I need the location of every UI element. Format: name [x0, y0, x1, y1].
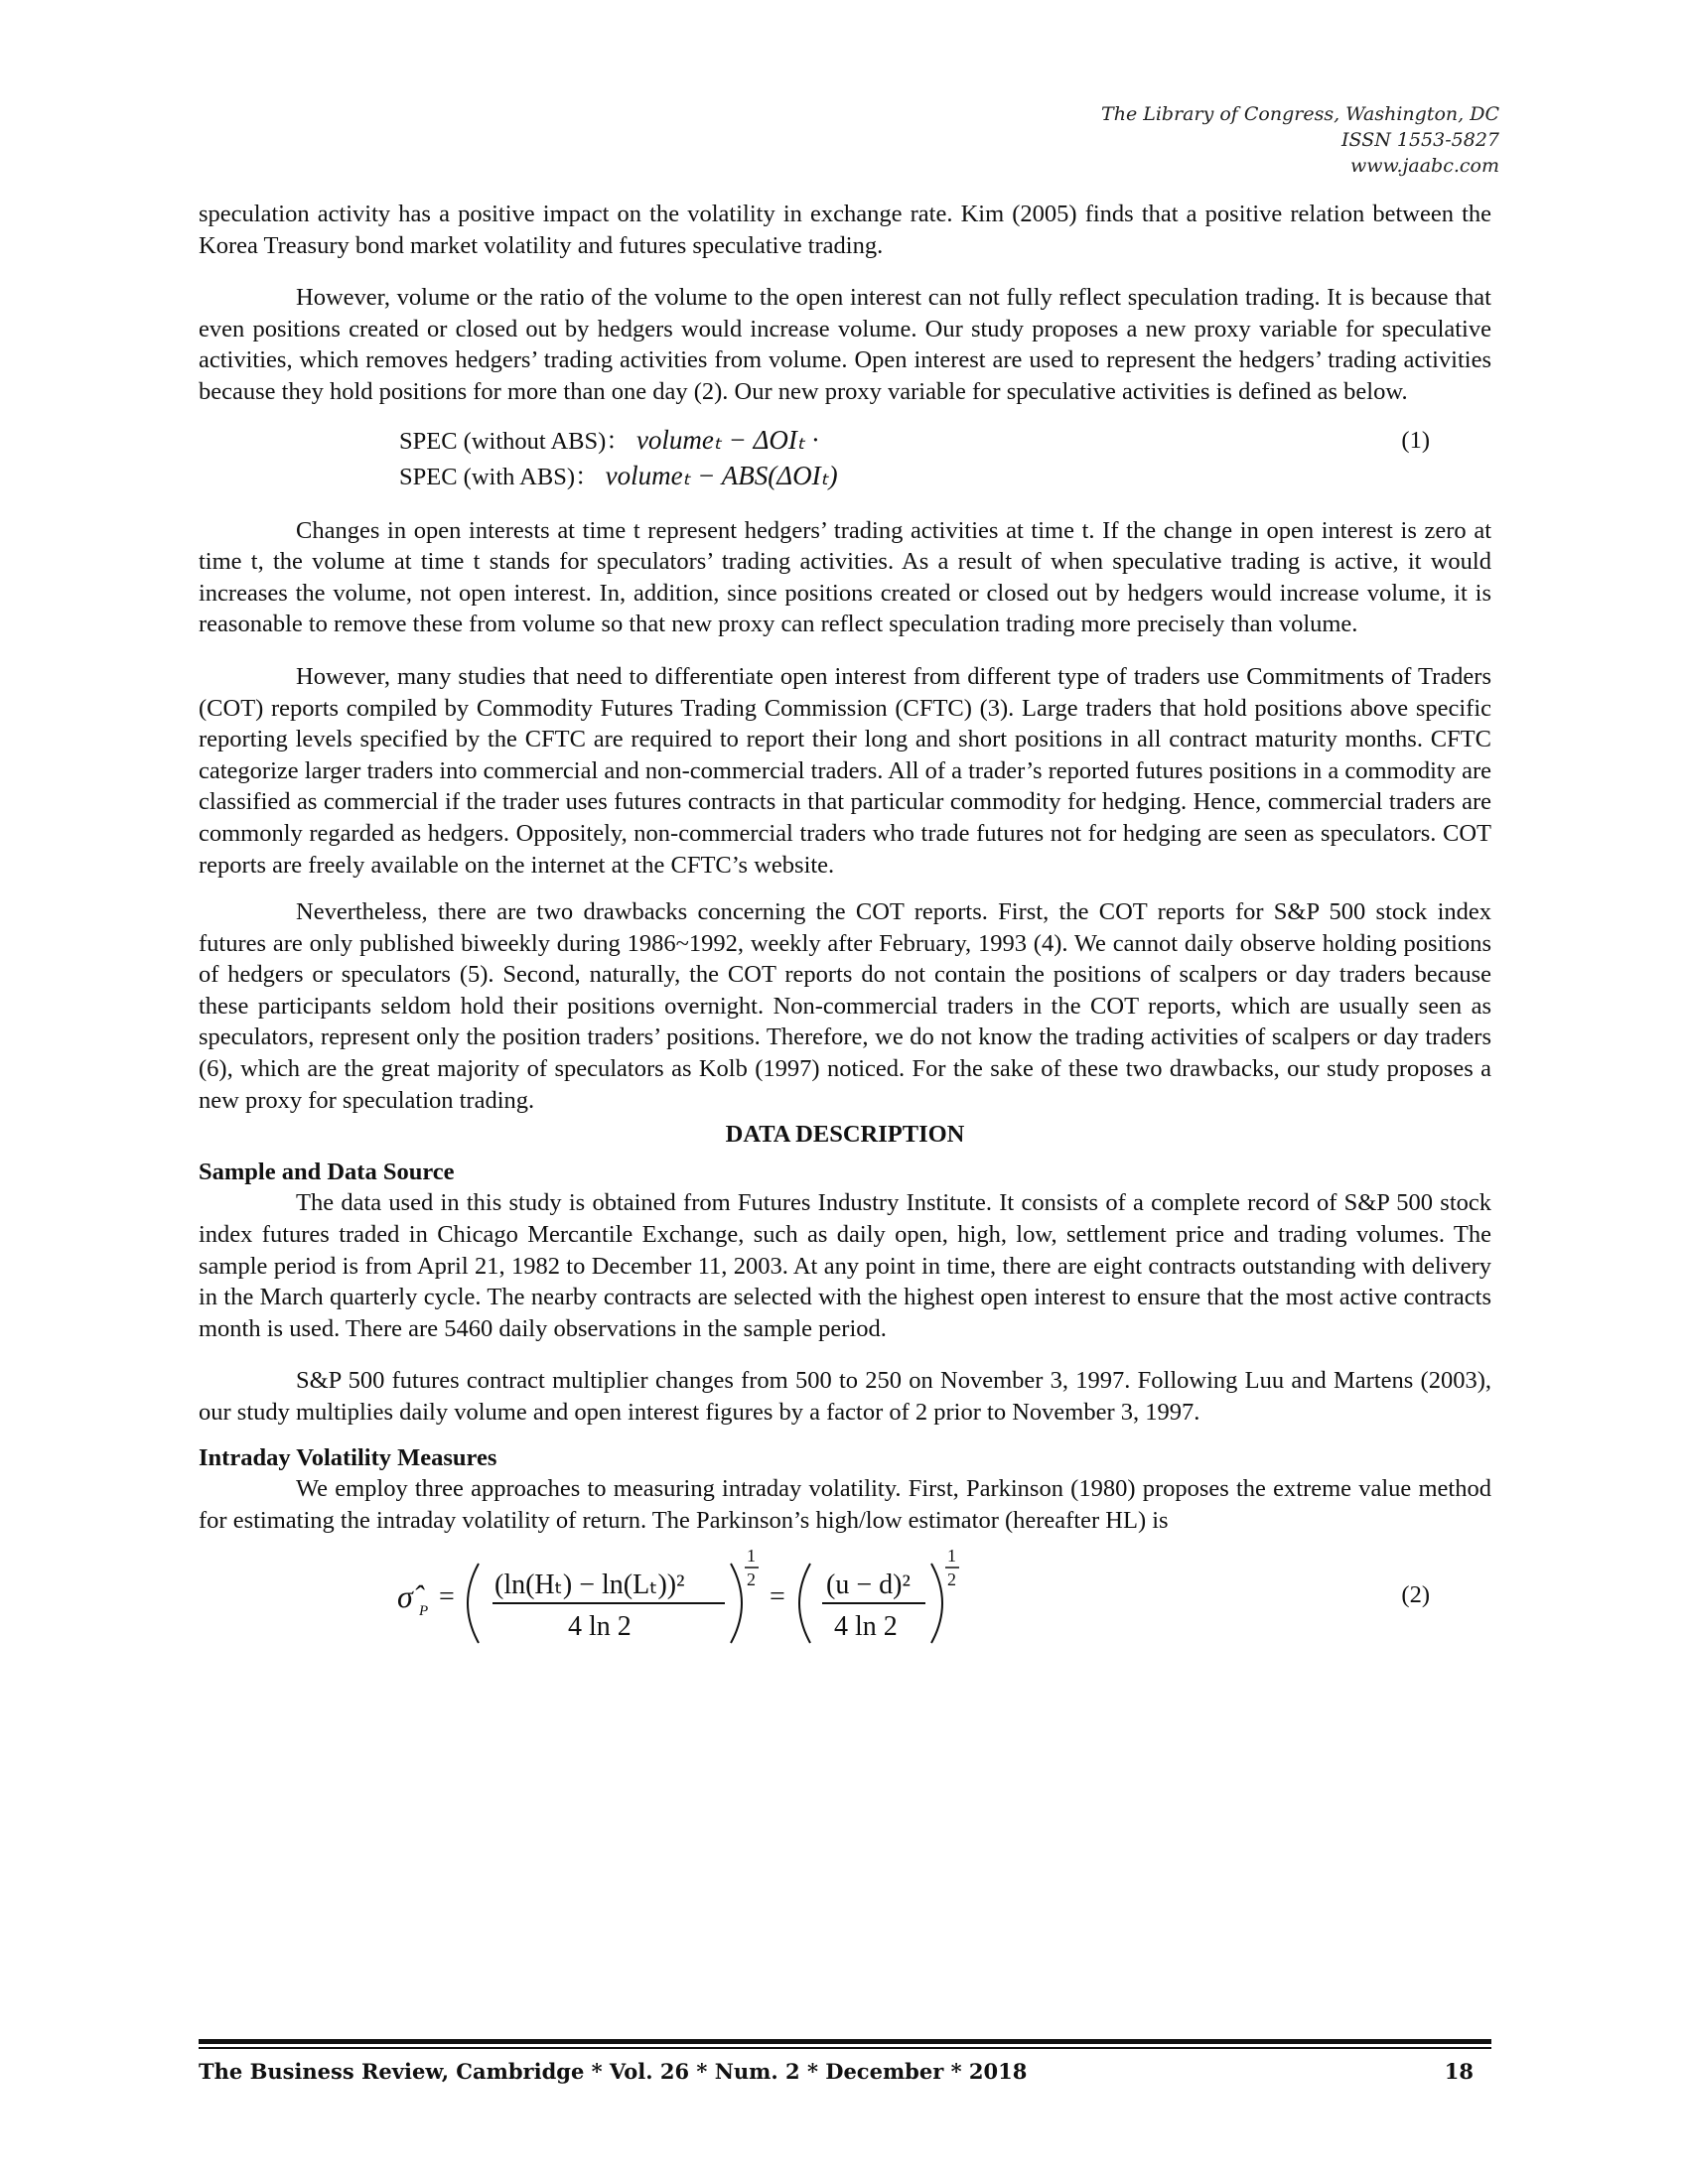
- equation-1-number: (1): [1401, 426, 1430, 454]
- equation-1-label-without-abs: SPEC (without ABS)：: [399, 427, 631, 455]
- paragraph: Nevertheless, there are two drawbacks concerning the COT reports. First, the COT reports for S&P 500 stock index futures are only published biweekly during 1986~1992, weekly after February, 1993 (4). We cannot daily observe holding positions of hedgers or speculators (5). Second, naturally, the COT reports do not contain the positions of scalpers or day traders because these participants seldom hold their positions overnight. Non-commercial traders in the COT reports, which are usually seen as speculators, represent only the position traders’ positions. Therefore, we do not know the trading activities of scalpers or day traders (6), which are the great majority of speculators as Kolb (1997) noticed. For the sake of these two drawbacks, our study proposes a new proxy for speculation trading.: [199, 898, 1491, 1114]
- equation-1-expr-without-abs: volumeₜ − ΔOIₜ ·: [635, 424, 819, 455]
- paragraph: Changes in open interests at time t represent hedgers’ trading activities at time t. If the change in open interest is zero at time t, the volume at time t stands for speculators’ trading activities. As a result of when speculative trading is active, it would increases the volume, not open interest. In, addition, since positions created or closed out by hedgers would increase volume, it is reasonable to remove these from volume so that new proxy can reflect speculation trading more precisely than volume.: [199, 516, 1491, 638]
- eq2-equals-2: =: [770, 1581, 785, 1613]
- eq2-exponent-den-1: 2: [747, 1570, 756, 1590]
- page-footer: [199, 2059, 1491, 2084]
- eq2-numerator-1: (ln(Hₜ) − ln(Lₜ))²: [494, 1570, 685, 1601]
- equation-2-number: (2): [1401, 1581, 1430, 1609]
- eq2-denominator-1: 4 ln 2: [568, 1611, 632, 1643]
- paragraph: We employ three approaches to measuring intraday volatility. First, Parkinson (1980) proposes the extreme value method for estimating the intraday volatility of return. The Parkinson’s high/low estimator (hereafter HL) is: [199, 1475, 1491, 1534]
- subsection-heading: Intraday Volatility Measures: [199, 1443, 497, 1471]
- eq2-sigma: σ̂: [397, 1578, 413, 1615]
- eq2-right-paren-1: [731, 1564, 742, 1643]
- eq2-right-paren-2: [931, 1564, 942, 1643]
- eq2-exponent-num-2: 1: [947, 1546, 956, 1567]
- eq2-numerator-2: (u − d)²: [826, 1570, 911, 1601]
- header-website: www.jaabc.com: [1349, 155, 1499, 177]
- header-issn: ISSN 1553-5827: [1341, 129, 1499, 151]
- eq2-sigma-subscript: P: [419, 1603, 429, 1620]
- footer-rule-thin: [199, 2047, 1491, 2049]
- paragraph: However, many studies that need to differentiate open interest from different type of traders use Commitments of Traders (COT) reports compiled by Commodity Futures Trading Commission (CFTC) (3). Large traders that hold positions above specific reporting levels specified by the CFTC are required to report their long and short positions in all contract maturity months. CFTC categorize larger traders into commercial and non-commercial traders. All of a trader’s reported futures positions in a commodity are classified as commercial if the trader uses futures contracts in that particular commodity for hedging. Hence, commercial traders are commonly regarded as hedgers. Oppositely, non-commercial traders who trade futures not for hedging are seen as speculators. COT reports are freely available on the internet at the CFTC’s website.: [199, 662, 1491, 879]
- body-text: [199, 199, 1491, 1661]
- equation-1: [199, 425, 1491, 498]
- footer-journal: The Business Review, Cambridge * Vol. 26 * Num. 2 * December * 2018: [199, 2059, 1028, 2084]
- eq2-equals-1: =: [439, 1581, 455, 1613]
- paragraph: speculation activity has a positive impact on the volatility in exchange rate. Kim (2005) finds that a positive relation between the Korea Treasury bond market volatility and futures speculative trading.: [199, 201, 1491, 259]
- paragraph: However, volume or the ratio of the volume to the open interest can not fully reflect speculation trading. It is because that even positions created or closed out by hedgers would increase volume. Our study proposes a new proxy variable for speculative activities, which removes hedgers’ trading activities from volume. Open interest are used to represent the hedgers’ trading activities because they hold positions for more than one day (2). Our new proxy variable for speculative activities is defined as below.: [199, 284, 1491, 405]
- eq2-left-paren-1: [468, 1564, 479, 1643]
- page-number: 18: [1444, 2059, 1474, 2084]
- eq2-left-paren-2: [799, 1564, 810, 1643]
- equation-2-formula: [387, 1542, 1142, 1661]
- paragraph: S&P 500 futures contract multiplier changes from 500 to 250 on November 3, 1997. Following Luu and Martens (2003), our study multiplies daily volume and open interest figures by a factor of 2 prior to November 3, 1997.: [199, 1367, 1491, 1426]
- eq2-exponent-num-1: 1: [747, 1546, 756, 1567]
- eq2-denominator-2: 4 ln 2: [834, 1611, 898, 1643]
- equation-1-label-with-abs: SPEC (with ABS)：: [399, 463, 600, 490]
- equation-2: [199, 1542, 1491, 1661]
- section-heading: DATA DESCRIPTION: [725, 1121, 965, 1149]
- eq2-exponent-den-2: 2: [947, 1570, 956, 1590]
- header-library: The Library of Congress, Washington, DC: [1101, 103, 1499, 125]
- footer-rule-thick: [199, 2039, 1491, 2044]
- subsection-heading: Sample and Data Source: [199, 1158, 455, 1185]
- equation-1-expr-with-abs: volumeₜ − ABS(ΔOIₜ): [605, 460, 838, 490]
- paragraph: The data used in this study is obtained from Futures Industry Institute. It consists of a complete record of S&P 500 stock index futures traded in Chicago Mercantile Exchange, such as daily open, high, low, settlement price and trading volumes. The sample period is from April 21, 1982 to December 11, 2003. At any point in time, there are eight contracts outstanding with delivery in the March quarterly cycle. The nearby contracts are selected with the highest open interest to ensure that the most active contracts month is used. There are 5460 daily observations in the sample period.: [199, 1189, 1491, 1342]
- running-header: [1101, 101, 1499, 179]
